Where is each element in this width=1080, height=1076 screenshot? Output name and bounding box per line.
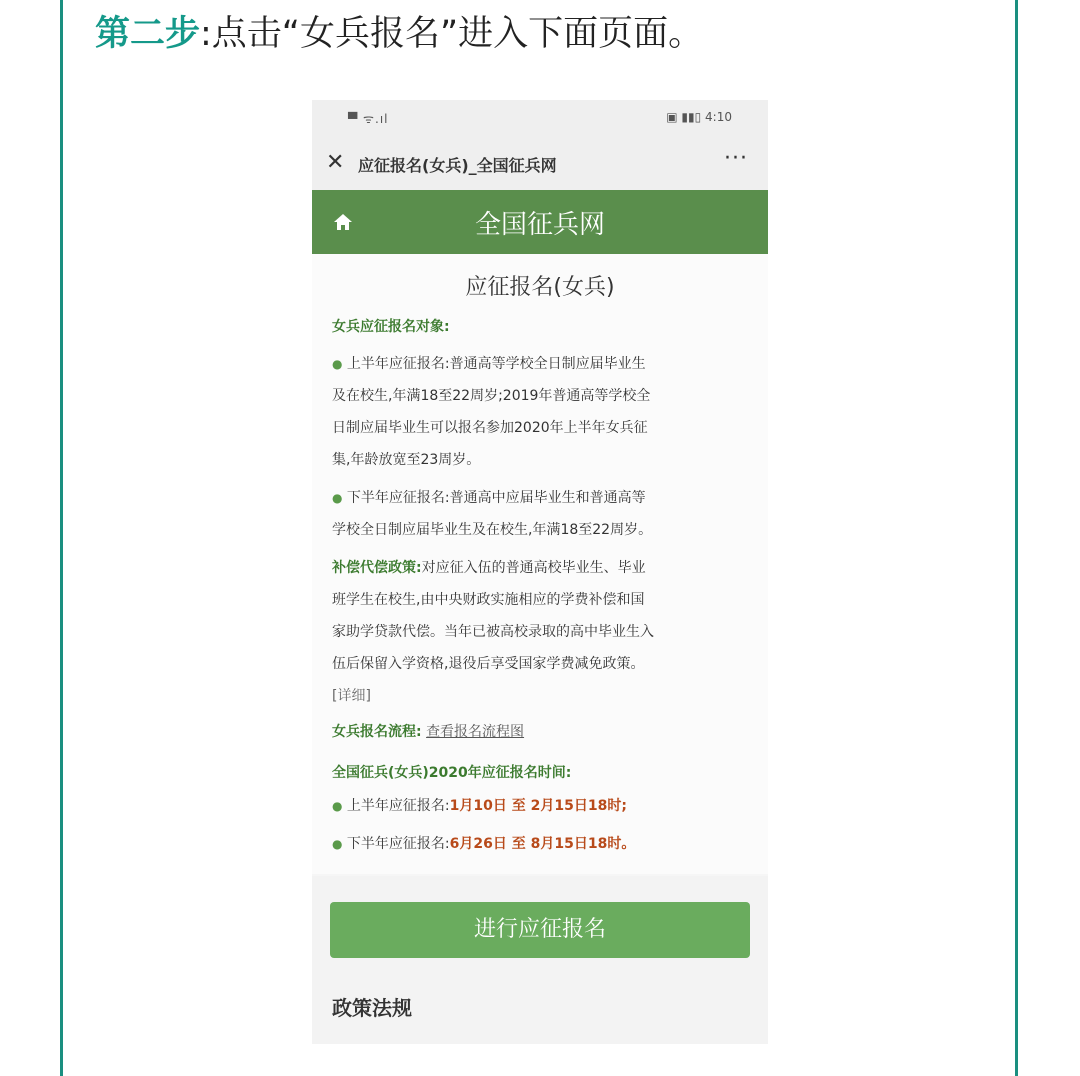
second-half-item <box>332 482 752 546</box>
item-line: 上半年应征报名:普通高等学校全日制应届毕业生 <box>342 356 646 372</box>
phone-screenshot <box>312 100 768 1044</box>
page-tab-title: 应征报名(女兵)_全国征兵网 <box>358 156 557 175</box>
time-label: 上半年应征报名: <box>342 798 450 814</box>
browser-nav-bar <box>312 138 768 190</box>
time-value: 1月10日 至 2月15日18时; <box>449 798 627 814</box>
item-line: 下半年应征报名:普通高中应届毕业生和普通高等 <box>342 490 646 506</box>
signal-indicator: ▀ ᯤ.ıl <box>348 112 389 126</box>
site-title: 全国征兵网 <box>474 210 605 240</box>
process-chart-link[interactable]: 查看报名流程图 <box>426 724 525 740</box>
bullet-icon: ● <box>332 357 343 371</box>
policy-line: 家助学贷款代偿。当年已被高校录取的高中毕业生入 <box>332 624 654 640</box>
policy-label: 补偿代偿政策: <box>332 560 422 576</box>
step-label: 第二步 <box>95 14 201 54</box>
item-line: 集,年龄放宽至23周岁。 <box>332 452 481 468</box>
policy-paragraph <box>332 552 752 712</box>
process-label: 女兵报名流程: <box>332 724 422 740</box>
page-content <box>312 254 768 874</box>
item-line: 日制应届毕业生可以报名参加2020年上半年女兵征 <box>332 420 648 436</box>
page-title: 应征报名(女兵) <box>465 275 615 300</box>
bullet-icon: ● <box>332 491 343 505</box>
site-banner <box>312 190 768 254</box>
policy-line: 班学生在校生,由中央财政实施相应的学费补偿和国 <box>332 592 645 608</box>
policy-line: 对应征入伍的普通高校毕业生、毕业 <box>421 560 646 576</box>
item-line: 学校全日制应届毕业生及在校生,年满18至22周岁。 <box>332 522 653 538</box>
item-line: 及在校生,年满18至22周岁;2019年普通高等学校全 <box>332 388 651 404</box>
first-half-item <box>332 348 752 476</box>
time-value: 6月26日 至 8月15日18时。 <box>449 836 636 852</box>
more-icon[interactable]: ··· <box>724 146 748 171</box>
policy-laws-heading: 政策法规 <box>332 996 412 1020</box>
battery-clock: ▣ ▮▮▯ 4:10 <box>666 110 732 124</box>
close-icon[interactable]: ✕ <box>326 150 345 175</box>
step-text: :点击“女兵报名”进入下面页面。 <box>200 14 704 54</box>
time-list <box>332 790 752 860</box>
target-heading: 女兵应征报名对象: <box>332 319 450 335</box>
detail-link[interactable]: [详细] <box>332 688 371 704</box>
policy-line: 伍后保留入学资格,退役后享受国家学费减免政策。 <box>332 656 645 672</box>
bullet-icon: ● <box>332 837 343 851</box>
bottom-area <box>312 876 768 1044</box>
apply-button[interactable]: 进行应征报名 <box>330 902 750 958</box>
time-row <box>332 790 752 822</box>
status-bar <box>312 100 768 138</box>
step-heading <box>95 10 703 58</box>
bullet-icon: ● <box>332 799 343 813</box>
process-row <box>332 716 752 748</box>
time-row <box>332 828 752 860</box>
time-heading: 全国征兵(女兵)2020年应征报名时间: <box>332 765 572 781</box>
time-label: 下半年应征报名: <box>342 836 450 852</box>
